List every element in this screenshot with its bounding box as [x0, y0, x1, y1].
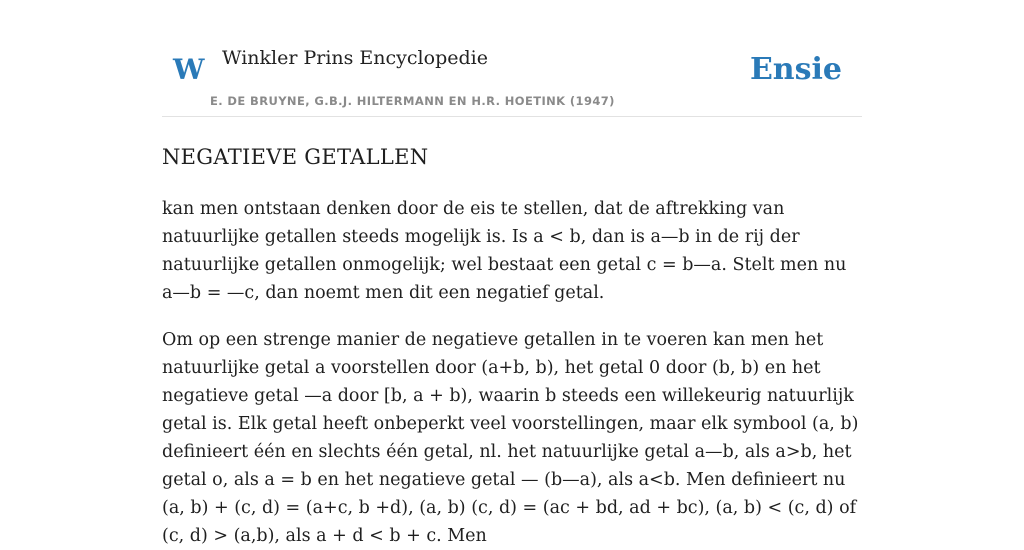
entry-content — [162, 143, 862, 550]
winkler-prins-logo[interactable]: W — [173, 53, 205, 86]
ensie-logo[interactable]: Ensie — [749, 52, 842, 87]
entry-body — [162, 195, 862, 550]
work-authors: E. DE BRUYNE, G.B.J. HILTERMANN EN H.R. HOETINK (1947) — [210, 94, 615, 108]
site-header — [162, 0, 862, 117]
entry-paragraph: Om op een strenge manier de negatieve getallen in te voeren kan men het natuurlijke getal a voorstellen door (a+b, b), het getal 0 door (b, b) en het negatieve getal —a door [b, a + b), waarin b steeds een willekeurig natuurlijk getal is. Elk getal heeft onbeperkt veel voorstellingen, maar elk symbool (a, b) definieert één en slechts één getal, nl. het natuurlijke getal a—b, als a>b, het getal o, als a = b en het negatieve getal — (b—a), als a<b. Men definieert nu (a, b) + (c, d) = (a+c, b +d), (a, b) (c, d) = (ac + bd, ad + bc), (a, b) < (c, d) of (c, d) > (a,b), als a + d < b + c. Men — [162, 330, 859, 546]
entry-paragraph: kan men ontstaan denken door de eis te stellen, dat de aftrekking van natuurlijke getallen steeds mogelijk is. Is a < b, dan is a—b in de rij der natuurlijke getallen onmogelijk; wel bestaat een getal c = b—a. Stelt men nu a—b = —c, dan noemt men dit een negatief getal. — [162, 199, 847, 303]
entry-title: NEGATIEVE GETALLEN — [162, 145, 429, 169]
page — [162, 0, 862, 550]
work-title[interactable]: Winkler Prins Encyclopedie — [222, 47, 488, 69]
